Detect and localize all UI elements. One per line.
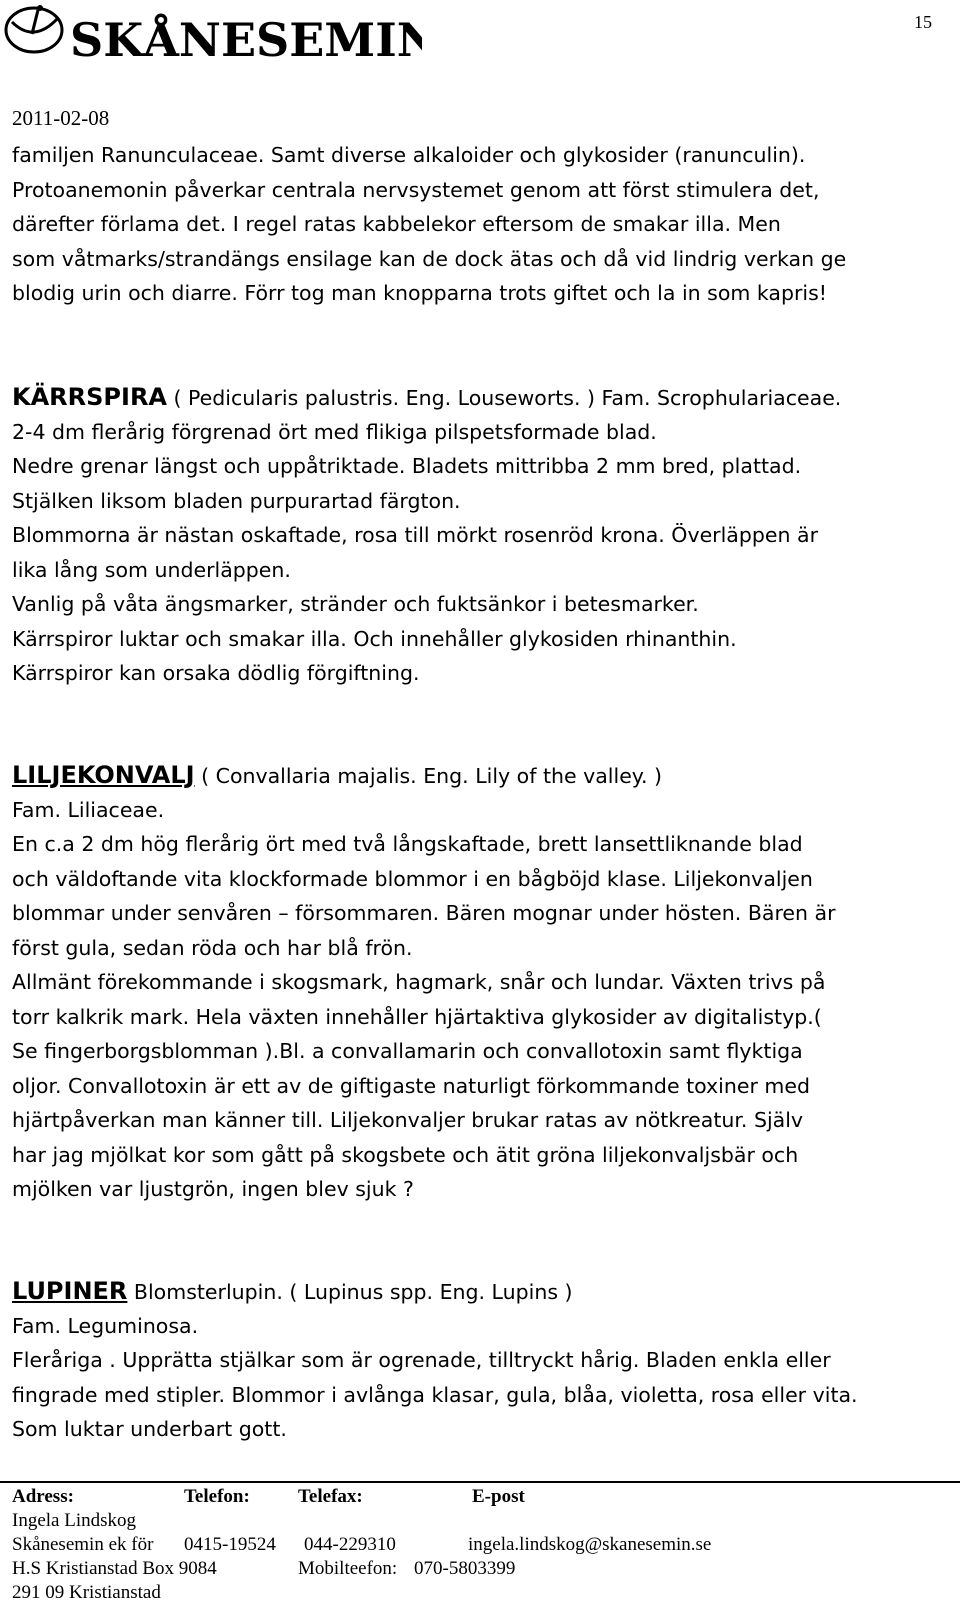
footer-mobile: 070-5803399 (414, 1558, 516, 1579)
text-line: Fam. Leguminosa. (12, 1313, 199, 1338)
brand-wordmark: SKÅNESEMIN (70, 13, 422, 66)
text-line: En c.a 2 dm hög flerårig ört med två långskaftade, brett lansettliknande blad (12, 832, 803, 856)
text-line: torr kalkrik mark. Hela växten innehåller hjärtaktiva glykosider av digitalistyp.( (12, 1004, 822, 1029)
text-line: 2-4 dm flerårig förgrenad ört med flikiga pilspetsformade blad. (12, 419, 657, 444)
footer-mobile-label: Mobilteefon: (298, 1558, 398, 1579)
section-liljekonvalj (12, 757, 952, 1207)
text-line: Protoanemonin påverkar centrala nervsystemet genom att först stimulera det, (12, 177, 820, 202)
section-lupiner (12, 1273, 952, 1447)
footer-label-email: E-post (472, 1486, 525, 1507)
text-line: blodig urin och diarre. Förr tog man knopparna trots giftet och la in som kapris! (12, 281, 827, 305)
page-number: 15 (914, 12, 932, 32)
text-line: har jag mjölkat kor som gått på skogsbete och ätit gröna liljekonvaljsbär och (12, 1142, 799, 1167)
section-heading: LUPINER (12, 1276, 128, 1305)
section-heading-detail: ( Convallaria majalis. Eng. Lily of the valley. ) (194, 763, 663, 788)
text-line: familjen Ranunculaceae. Samt diverse alkaloider och glykosider (ranunculin). (12, 143, 806, 167)
footer-email-link[interactable]: ingela.lindskog@skanesemin.se (468, 1534, 712, 1555)
text-line: och väldoftande vita klockformade blommor i en bågböjd klase. Liljekonvaljen (12, 866, 813, 891)
text-line: oljor. Convallotoxin är ett av de giftigaste naturligt förkommande toxiner med (12, 1073, 810, 1098)
document-date: 2011-02-08 (12, 106, 110, 130)
footer-phone: 0415-19524 (184, 1534, 276, 1555)
text-line: först gula, sedan röda och har blå frön. (12, 935, 413, 960)
text-line: mjölken var ljustgrön, ingen blev sjuk ? (12, 1177, 414, 1201)
document-body (12, 138, 952, 1447)
section-heading: LILJEKONVALJ (12, 760, 195, 789)
text-line: därefter förlama det. I regel ratas kabbelekor eftersom de smakar illa. Men (12, 212, 781, 236)
section-heading: KÄRRSPIRA (12, 382, 167, 411)
text-line: blommar under senvåren – försommaren. Bären mognar under hösten. Bären är (12, 901, 836, 925)
section-heading-line (12, 1273, 952, 1309)
text-line: Blommorna är nästan oskaftade, rosa till mörkt rosenröd krona. Överläppen är (12, 523, 819, 547)
text-line: Nedre grenar längst och uppåtriktade. Bladets mittribba 2 mm bred, plattad. (12, 454, 802, 478)
section-karrspira (12, 379, 952, 691)
intro-paragraph (12, 138, 952, 311)
text-line: Fleråriga . Upprätta stjälkar som är ogrenade, tilltryckt hårig. Bladen enkla eller (12, 1348, 831, 1372)
footer-divider (0, 1481, 960, 1483)
text-line: lika lång som underläppen. (12, 557, 291, 582)
footer-label-fax: Telefax: (298, 1486, 363, 1507)
section-heading-line (12, 757, 952, 793)
text-line: hjärtpåverkan man känner till. Liljekonvaljer brukar ratas av nötkreatur. Själv (12, 1108, 804, 1132)
section-heading-detail: Blomsterlupin. ( Lupinus spp. Eng. Lupins ) (127, 1279, 573, 1304)
text-line: fingrade med stipler. Blommor i avlånga klasar, gula, blåa, violetta, rosa eller vita. (12, 1382, 858, 1407)
text-line: Fam. Liliaceae. (12, 797, 165, 822)
footer-street: H.S Kristianstad Box 9084 (12, 1558, 217, 1579)
footer-org: Skånesemin ek för (12, 1534, 154, 1555)
text-line: Kärrspiror kan orsaka dödlig förgiftning. (12, 661, 420, 685)
footer-label-address: Adress: (12, 1486, 74, 1507)
text-line: Allmänt förekommande i skogsmark, hagmark, snår och lundar. Växten trivs på (12, 970, 826, 994)
text-line: som våtmarks/strandängs ensilage kan de dock ätas och då vid lindrig verkan ge (12, 246, 847, 271)
section-heading-line (12, 379, 952, 415)
footer-contact-name: Ingela Lindskog (12, 1510, 137, 1531)
text-line: Stjälken liksom bladen purpurartad färgton. (12, 488, 461, 513)
text-line: Kärrspiror luktar och smakar illa. Och innehåller glykosiden rhinanthin. (12, 626, 737, 651)
logo-emblem-icon (2, 0, 422, 66)
text-line: Vanlig på våta ängsmarker, stränder och fuktsänkor i betesmarker. (12, 592, 699, 616)
footer-fax: 044-229310 (304, 1534, 396, 1555)
footer-label-phone: Telefon: (184, 1486, 250, 1507)
footer-city: 291 09 Kristianstad (12, 1582, 161, 1603)
brand-logo (2, 0, 422, 66)
text-line: Som luktar underbart gott. (12, 1417, 287, 1441)
text-line: Se fingerborgsblomman ).Bl. a convallamarin och convallotoxin samt flyktiga (12, 1039, 803, 1063)
section-heading-detail: ( Pedicularis palustris. Eng. Louseworts. ) Fam. Scrophulariaceae. (167, 385, 842, 410)
